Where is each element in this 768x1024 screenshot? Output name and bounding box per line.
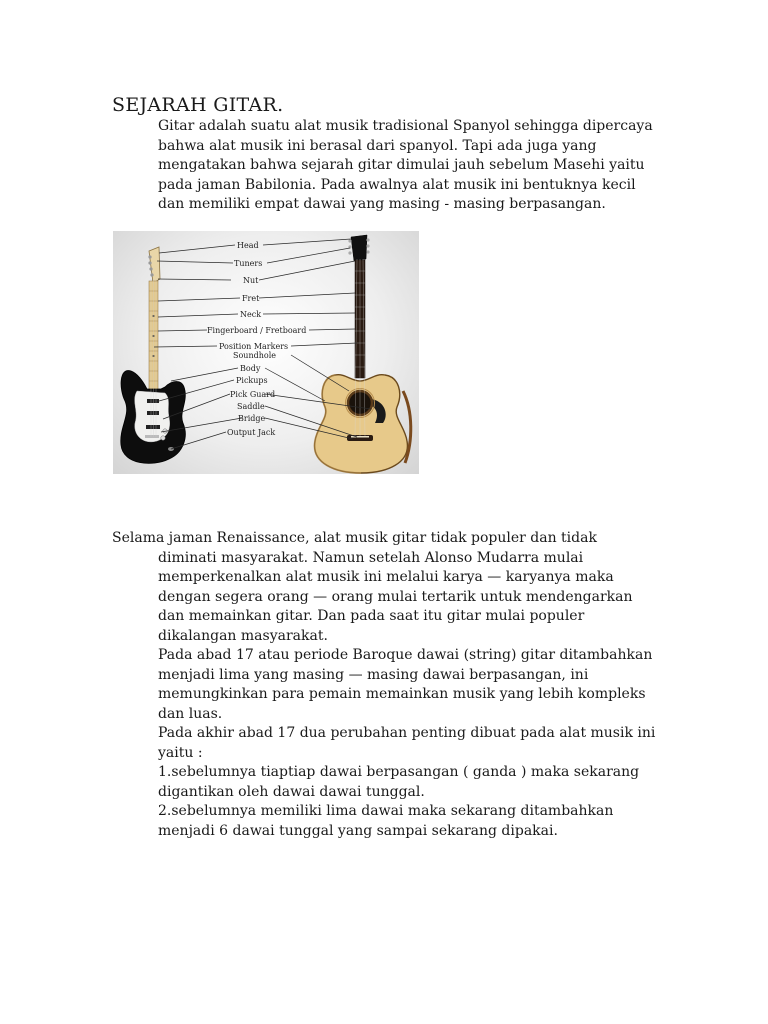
label-bridge: Bridge [238, 414, 266, 423]
label-saddle: Saddle [237, 402, 265, 411]
label-fingerboard: Fingerboard / Fretboard [207, 326, 307, 335]
label-tuners: Tuners [234, 259, 263, 268]
paragraph-renaissance: Selama jaman Renaissance, alat musik gitar tidak populer dan tidak diminati masyarakat. Namun setelah Alonso Mudarra mulai memperkenalkan alat musik ini melalui karya — karyanya maka dengan segera orang — orang mulai tertarik untuk mendengarkan dan memainkan gitar. Dan pada saat itu gitar mulai populer dikalangan masyarakat. [112, 530, 633, 644]
label-head: Head [237, 241, 259, 250]
label-position-markers: Position Markers [219, 342, 289, 351]
paragraph-baroque: Pada abad 17 atau periode Baroque dawai (string) gitar ditambahkan menjadi lima yang masing — masing dawai berpasangan, ini memungkinkan para pemain memainkan musik yang lebih kompleks dan luas. [158, 647, 653, 722]
guitar-anatomy-figure [113, 231, 419, 474]
label-pickups: Pickups [236, 376, 268, 385]
intro-text: Gitar adalah suatu alat musik tradisional Spanyol sehingga dipercaya bahwa alat musik ini berasal dari spanyol. Tapi ada juga yang mengatakan bahwa sejarah gitar dimulai jauh sebelum Masehi yaitu pada jaman Babilonia. Pada awalnya alat musik ini bentuknya kecil dan memiliki empat dawai yang masing - masing berpasangan. [158, 118, 653, 212]
label-body: Body [240, 364, 261, 373]
label-soundhole: Soundhole [233, 351, 276, 360]
intro-paragraph [158, 117, 658, 215]
label-nut: Nut [243, 276, 259, 285]
acoustic-guitar-illustration [315, 235, 411, 473]
list-item-change-2: 2.sebelumnya memiliki lima dawai maka sekarang ditambahkan menjadi 6 dawai tunggal yang sampai sekarang dipakai. [158, 803, 614, 839]
page-title: SEJARAH GITAR. [112, 94, 284, 116]
label-pick-guard: Pick Guard [230, 390, 276, 399]
body-section [112, 529, 660, 841]
paragraph-late-17th-century: Pada akhir abad 17 dua perubahan penting dibuat pada alat musik ini yaitu : [158, 725, 656, 761]
part-labels [207, 241, 306, 437]
list-item-change-1: 1.sebelumnya tiaptiap dawai berpasangan ( ganda ) maka sekarang digantikan oleh dawai dawai tunggal. [158, 764, 640, 800]
label-neck: Neck [240, 310, 262, 319]
label-fret: Fret [242, 294, 260, 303]
label-output-jack: Output Jack [227, 428, 276, 437]
